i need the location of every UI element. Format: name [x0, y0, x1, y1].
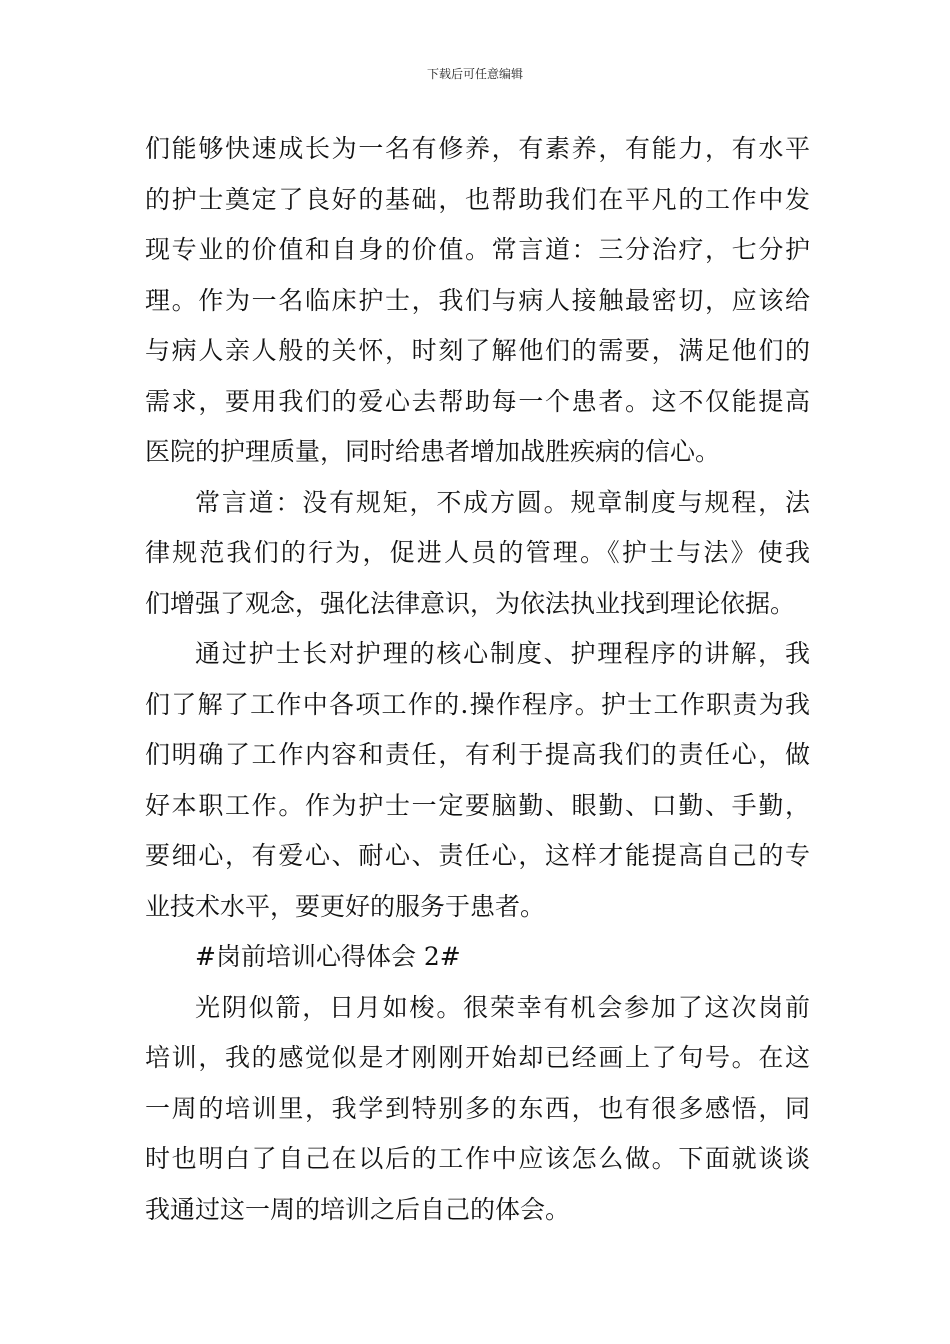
text-line: 通过护士长对护理的核心制度、护理程序的讲解，我: [195, 639, 810, 668]
section-heading-text: #岗前培训心得体会 2#: [195, 942, 461, 971]
text-line: 光阴似箭，日月如梭。很荣幸有机会参加了这次岗前: [195, 992, 810, 1022]
page-header: 下载后可任意编辑: [426, 67, 523, 81]
paragraph-intro: [145, 983, 810, 1236]
text-line: 培训，我的感觉似是才刚刚开始却已经画上了句号。在这: [145, 1043, 810, 1072]
text-line: 好本职工作。作为护士一定要脑勤、眼勤、口勤、手勤，: [145, 790, 810, 820]
paragraph-continuation: [145, 124, 810, 478]
text-line: 现专业的价值和自身的价值。常言道：三分治疗，七分护: [145, 235, 810, 264]
text-line: 们明确了工作内容和责任，有利于提高我们的责任心，做: [145, 740, 810, 769]
paragraph-head-nurse: [145, 629, 810, 932]
text-line: 与病人亲人般的关怀，时刻了解他们的需要，满足他们的: [145, 336, 810, 365]
text-line: 律规范我们的行为，促进人员的管理。《护士与法》使我: [145, 538, 810, 567]
text-line: 需求，要用我们的爱心去帮助每一个患者。这不仅能提高: [145, 386, 810, 416]
text-line: 理。作为一名临床护士，我们与病人接触最密切，应该给: [145, 285, 810, 315]
text-line: 一周的培训里，我学到特别多的东西，也有很多感悟，同: [145, 1093, 810, 1123]
text-line: 们增强了观念，强化法律意识，为依法执业找到理论依据。: [145, 588, 796, 618]
text-line: 的护士奠定了良好的基础，也帮助我们在平凡的工作中发: [145, 184, 810, 214]
text-line: 要细心，有爱心、耐心、责任心，这样才能提高自己的专: [145, 841, 810, 870]
section-heading: [145, 932, 810, 983]
paragraph-rules: [145, 478, 810, 630]
text-line: 时也明白了自己在以后的工作中应该怎么做。下面就谈谈: [145, 1144, 810, 1173]
text-line: 业技术水平，要更好的服务于患者。: [145, 891, 546, 921]
text-line: 常言道：没有规矩，不成方圆。规章制度与规程，法: [195, 487, 810, 517]
text-line: 医院的护理质量，同时给患者增加战胜疾病的信心。: [145, 437, 721, 466]
text-line: 们了解了工作中各项工作的.操作程序。护士工作职责为我: [145, 689, 810, 719]
document-body: [145, 124, 810, 1235]
text-line: 们能够快速成长为一名有修养，有素养，有能力，有水平: [145, 134, 810, 163]
text-line: 我通过这一周的培训之后自己的体会。: [145, 1194, 571, 1224]
